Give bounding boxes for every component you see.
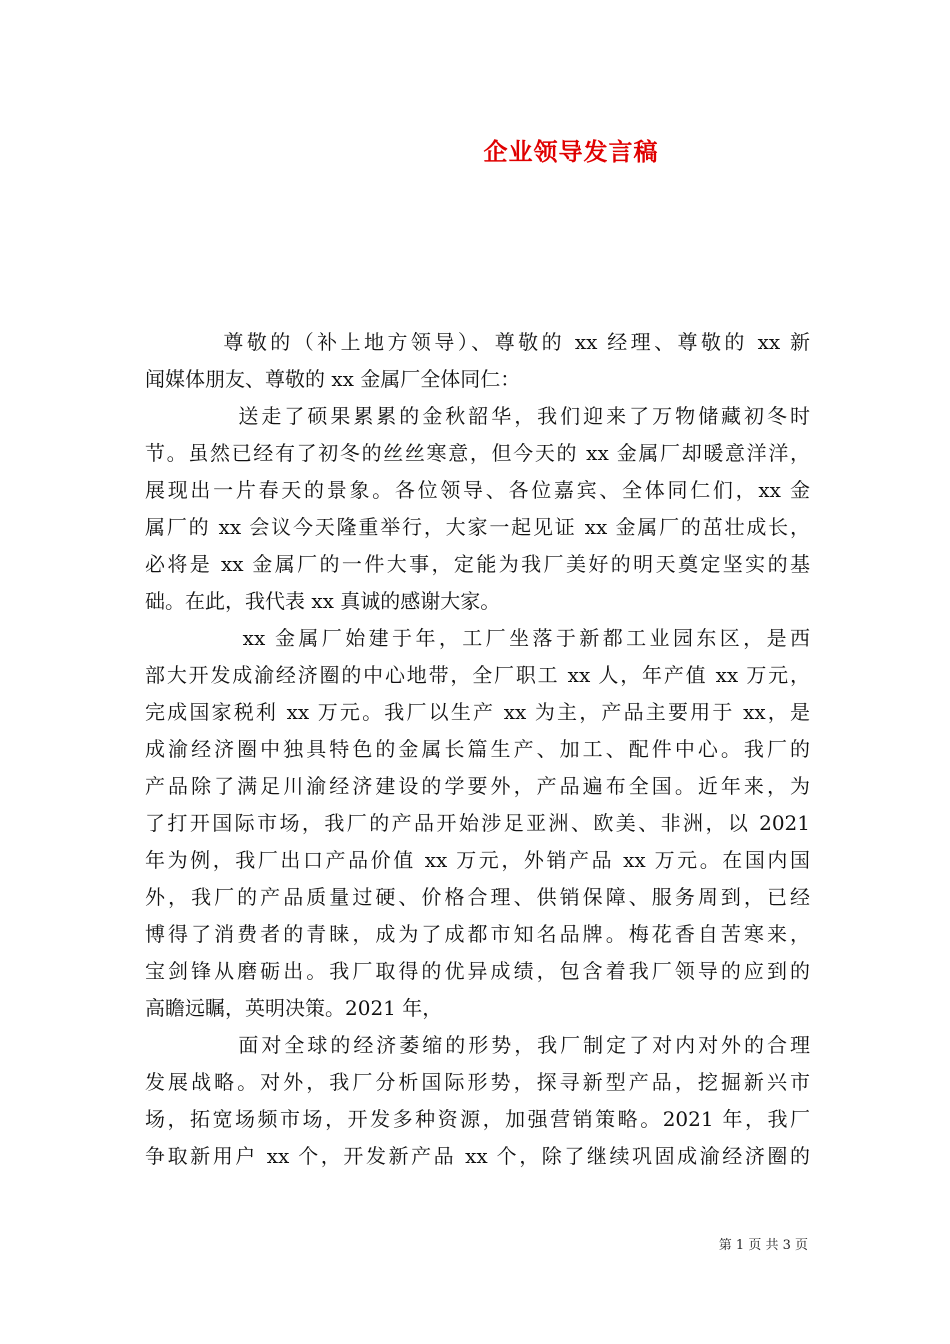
- text-line: xx 金属厂始建于年，工厂坐落于新都工业园东区，是西: [145, 626, 810, 650]
- text-line: 高瞻远瞩，英明决策。2021 年，: [145, 996, 443, 1020]
- text-line: 博得了消费者的青睐，成为了成都市知名品牌。梅花香自苦寒来，: [145, 922, 810, 946]
- text-line: 宝剑锋从磨砺出。我厂取得的优异成绩，包含着我厂领导的应到的: [145, 959, 810, 983]
- text-line: 了打开国际市场，我厂的产品开始涉足亚洲、欧美、非洲，以 2021: [145, 811, 810, 835]
- text-line: 尊敬的（补上地方领导）、尊敬的 xx 经理、尊敬的 xx 新: [145, 330, 810, 354]
- text-line: 发展战略。对外，我厂分析国际形势，探寻新型产品，挖掘新兴市: [145, 1070, 810, 1094]
- text-line: 年为例，我厂出口产品价值 xx 万元，外销产品 xx 万元。在国内国: [145, 848, 810, 872]
- text-line: 部大开发成渝经济圈的中心地带，全厂职工 xx 人，年产值 xx 万元，: [145, 663, 810, 687]
- text-line: 场，拓宽场频市场，开发多种资源，加强营销策略。2021 年，我厂: [145, 1107, 810, 1131]
- text-line: 节。虽然已经有了初冬的丝丝寒意，但今天的 xx 金属厂却暖意洋洋，: [145, 441, 810, 465]
- text-line: 面对全球的经济萎缩的形势，我厂制定了对内对外的合理: [145, 1033, 810, 1057]
- text-line: 闻媒体朋友、尊敬的 xx 金属厂全体同仁：: [145, 367, 521, 391]
- text-line: 属厂的 xx 会议今天隆重举行，大家一起见证 xx 金属厂的茁壮成长，: [145, 515, 810, 539]
- text-line: 外，我厂的产品质量过硬、价格合理、供销保障、服务周到，已经: [145, 885, 810, 909]
- page-number-footer: 第 1 页 共 3 页: [718, 1238, 808, 1253]
- text-line: 成渝经济圈中独具特色的金属长篇生产、加工、配件中心。我厂的: [145, 737, 810, 761]
- text-line: 础。在此，我代表 xx 真诚的感谢大家。: [145, 589, 501, 613]
- text-line: 产品除了满足川渝经济建设的学要外，产品遍布全国。近年来，为: [145, 774, 810, 798]
- text-line: 完成国家税利 xx 万元。我厂以生产 xx 为主，产品主要用于 xx，是: [145, 700, 810, 724]
- text-line: 送走了硕果累累的金秋韶华，我们迎来了万物储藏初冬时: [145, 404, 810, 428]
- text-line: 争取新用户 xx 个，开发新产品 xx 个，除了继续巩固成渝经济圈的: [145, 1144, 810, 1168]
- text-line: 展现出一片春天的景象。各位领导、各位嘉宾、全体同仁们，xx 金: [145, 478, 810, 502]
- document-title: 企业领导发言稿: [483, 137, 659, 166]
- text-line: 必将是 xx 金属厂的一件大事，定能为我厂美好的明天奠定坚实的基: [145, 552, 810, 576]
- document-body: [145, 324, 810, 1175]
